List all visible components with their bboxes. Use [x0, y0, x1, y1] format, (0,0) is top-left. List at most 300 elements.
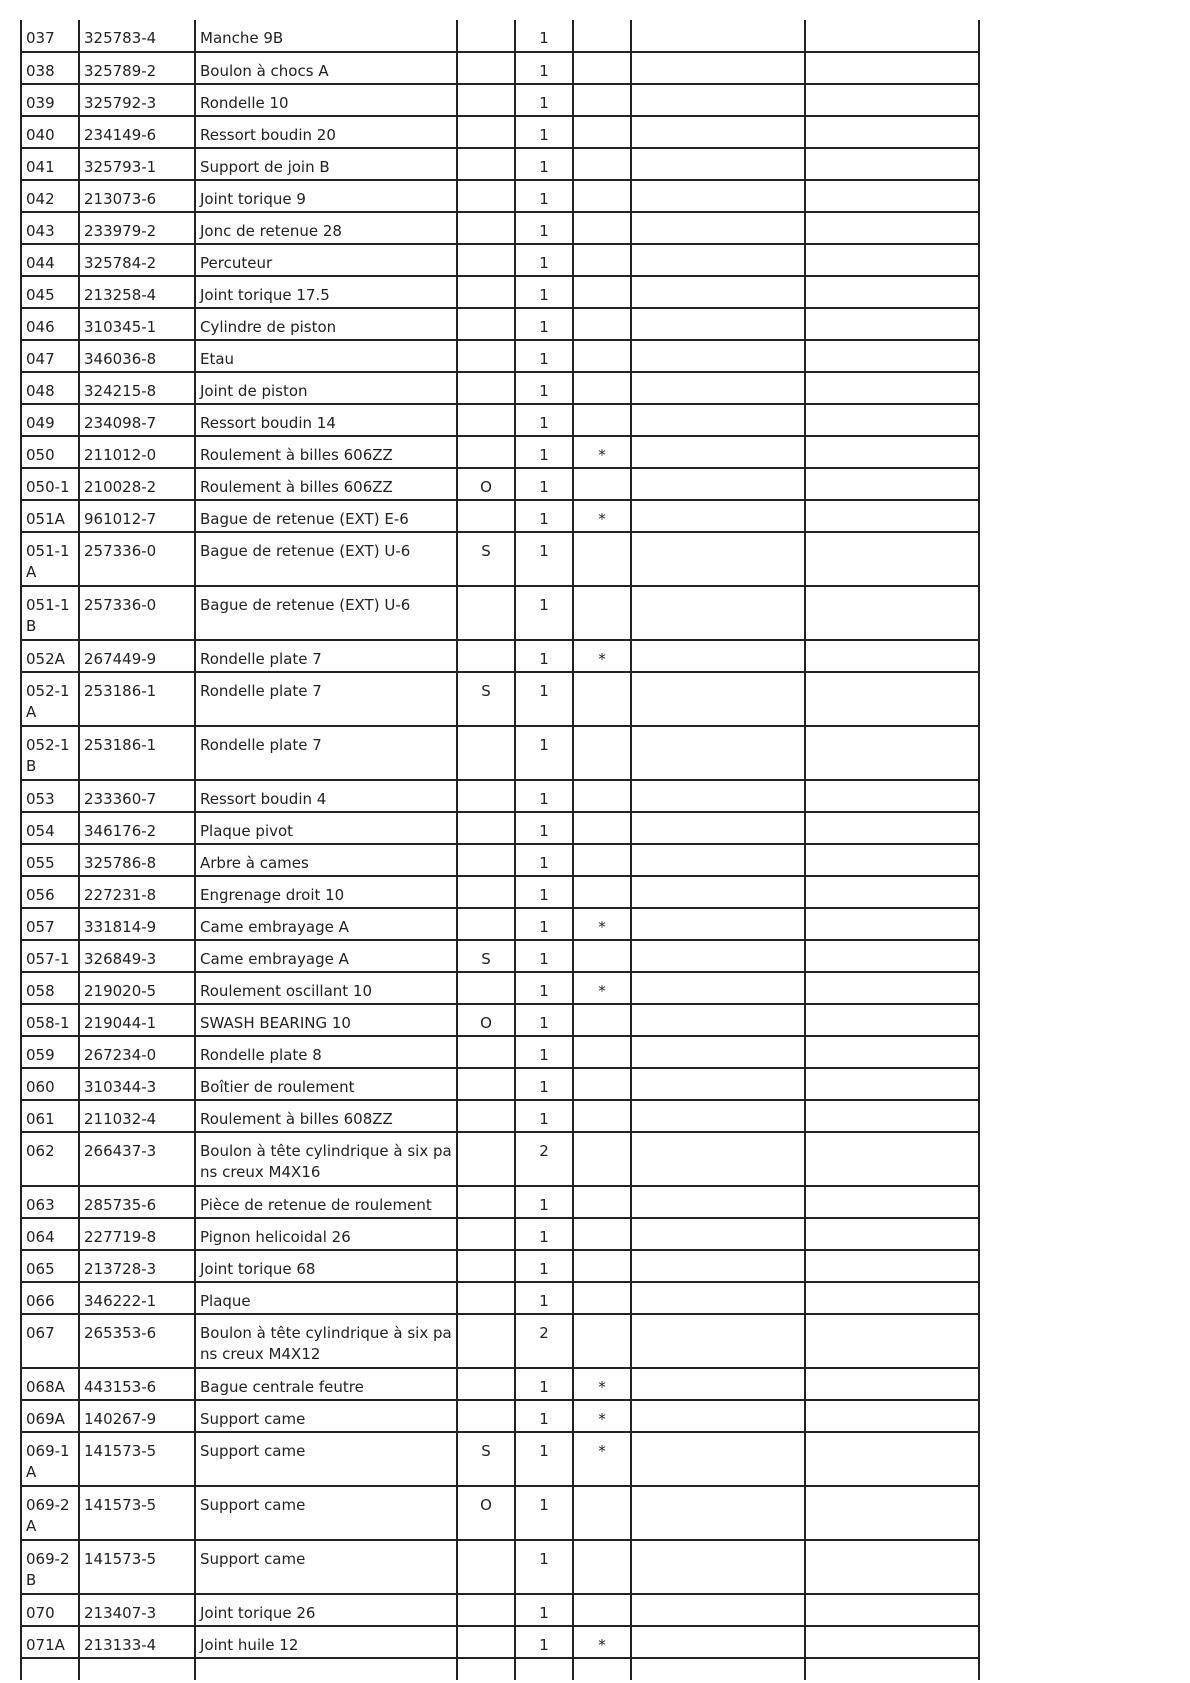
part-description: Bague de retenue (EXT) E-6 [195, 500, 457, 532]
item-number: 052A [21, 640, 79, 672]
table-row [21, 1100, 979, 1132]
note-mark [573, 1540, 631, 1594]
quantity: 1 [515, 468, 573, 500]
item-number: 057 [21, 908, 79, 940]
item-number: 059 [21, 1036, 79, 1068]
quantity: 1 [515, 1004, 573, 1036]
quantity: 1 [515, 908, 573, 940]
blank-cell [805, 1314, 979, 1368]
table-row [21, 1594, 979, 1626]
quantity: 1 [515, 116, 573, 148]
part-description: Support de join B [195, 148, 457, 180]
blank-cell [515, 1658, 573, 1680]
part-description: Ressort boudin 14 [195, 404, 457, 436]
variant-symbol [457, 148, 515, 180]
table-row [21, 1186, 979, 1218]
note-mark [573, 180, 631, 212]
part-number: 325789-2 [79, 52, 195, 84]
note-mark [573, 1218, 631, 1250]
item-number: 066 [21, 1282, 79, 1314]
blank-cell [631, 372, 805, 404]
quantity: 1 [515, 1186, 573, 1218]
quantity: 1 [515, 672, 573, 726]
blank-cell [805, 244, 979, 276]
part-number: 213728-3 [79, 1250, 195, 1282]
blank-cell [805, 940, 979, 972]
part-description: SWASH BEARING 10 [195, 1004, 457, 1036]
part-description: Joint torique 68 [195, 1250, 457, 1282]
table-row [21, 52, 979, 84]
item-number: 062 [21, 1132, 79, 1186]
variant-symbol [457, 372, 515, 404]
variant-symbol [457, 1594, 515, 1626]
blank-cell [805, 1626, 979, 1658]
blank-cell [631, 972, 805, 1004]
item-number: 039 [21, 84, 79, 116]
table-row [21, 1132, 979, 1186]
blank-cell [805, 148, 979, 180]
blank-cell [631, 212, 805, 244]
quantity: 1 [515, 1036, 573, 1068]
variant-symbol [457, 726, 515, 780]
blank-cell [805, 586, 979, 640]
part-description: Boulon à chocs A [195, 52, 457, 84]
table-row [21, 308, 979, 340]
item-number: 053 [21, 780, 79, 812]
blank-cell [631, 1486, 805, 1540]
quantity: 1 [515, 340, 573, 372]
part-number: 265353-6 [79, 1314, 195, 1368]
blank-cell [631, 1282, 805, 1314]
item-number: 052-1B [21, 726, 79, 780]
note-mark: * [573, 436, 631, 468]
note-mark [573, 812, 631, 844]
variant-symbol [457, 84, 515, 116]
part-description: Boulon à tête cylindrique à six pans creux M4X16 [195, 1132, 457, 1186]
part-description: Roulement à billes 606ZZ [195, 436, 457, 468]
table-row [21, 276, 979, 308]
quantity: 1 [515, 212, 573, 244]
blank-cell [805, 1186, 979, 1218]
blank-cell [631, 436, 805, 468]
variant-symbol [457, 1400, 515, 1432]
blank-cell [805, 84, 979, 116]
part-description: Joint torique 26 [195, 1594, 457, 1626]
item-number: 069-1A [21, 1432, 79, 1486]
blank-cell [631, 640, 805, 672]
variant-symbol [457, 1132, 515, 1186]
note-mark [573, 1250, 631, 1282]
part-description: Ressort boudin 20 [195, 116, 457, 148]
part-number: 141573-5 [79, 1540, 195, 1594]
table-row [21, 244, 979, 276]
part-number: 227231-8 [79, 876, 195, 908]
quantity: 1 [515, 1594, 573, 1626]
note-mark [573, 940, 631, 972]
note-mark [573, 532, 631, 586]
part-description: Engrenage droit 10 [195, 876, 457, 908]
quantity: 1 [515, 812, 573, 844]
part-number: 213407-3 [79, 1594, 195, 1626]
part-number: 233979-2 [79, 212, 195, 244]
variant-symbol [457, 1218, 515, 1250]
blank-cell [631, 1658, 805, 1680]
quantity: 1 [515, 532, 573, 586]
quantity: 1 [515, 148, 573, 180]
table-row [21, 1004, 979, 1036]
item-number: 044 [21, 244, 79, 276]
table-row [21, 1314, 979, 1368]
blank-cell [631, 1540, 805, 1594]
blank-cell [805, 180, 979, 212]
variant-symbol [457, 780, 515, 812]
quantity: 1 [515, 276, 573, 308]
blank-cell [79, 1658, 195, 1680]
blank-cell [631, 672, 805, 726]
item-number: 038 [21, 52, 79, 84]
table-row [21, 1282, 979, 1314]
note-mark [573, 148, 631, 180]
part-number: 213258-4 [79, 276, 195, 308]
blank-cell [805, 500, 979, 532]
blank-cell [631, 180, 805, 212]
table-row [21, 340, 979, 372]
item-number: 048 [21, 372, 79, 404]
part-description: Support came [195, 1486, 457, 1540]
table-row [21, 436, 979, 468]
variant-symbol: O [457, 468, 515, 500]
part-description: Pièce de retenue de roulement [195, 1186, 457, 1218]
blank-cell [631, 1368, 805, 1400]
variant-symbol [457, 1626, 515, 1658]
variant-symbol: S [457, 532, 515, 586]
note-mark: * [573, 908, 631, 940]
note-mark [573, 1594, 631, 1626]
part-description: Manche 9B [195, 20, 457, 52]
blank-cell [631, 586, 805, 640]
part-description: Boulon à tête cylindrique à six pans creux M4X12 [195, 1314, 457, 1368]
variant-symbol [457, 340, 515, 372]
item-number: 045 [21, 276, 79, 308]
part-number: 227719-8 [79, 1218, 195, 1250]
part-number: 253186-1 [79, 726, 195, 780]
part-number: 285735-6 [79, 1186, 195, 1218]
quantity: 1 [515, 1540, 573, 1594]
quantity: 1 [515, 780, 573, 812]
variant-symbol [457, 876, 515, 908]
variant-symbol [457, 1540, 515, 1594]
note-mark [573, 1314, 631, 1368]
table-row [21, 1068, 979, 1100]
item-number: 064 [21, 1218, 79, 1250]
table-row [21, 500, 979, 532]
quantity: 1 [515, 372, 573, 404]
quantity: 1 [515, 20, 573, 52]
variant-symbol [457, 436, 515, 468]
table-row [21, 672, 979, 726]
note-mark [573, 340, 631, 372]
blank-cell [631, 844, 805, 876]
part-description: Rondelle plate 7 [195, 726, 457, 780]
blank-cell [805, 1100, 979, 1132]
item-number: 063 [21, 1186, 79, 1218]
note-mark: * [573, 1626, 631, 1658]
blank-cell [21, 1658, 79, 1680]
blank-cell [631, 908, 805, 940]
blank-cell [805, 726, 979, 780]
item-number: 051-1B [21, 586, 79, 640]
blank-cell [805, 468, 979, 500]
item-number: 068A [21, 1368, 79, 1400]
part-number: 141573-5 [79, 1486, 195, 1540]
blank-cell [805, 340, 979, 372]
blank-cell [631, 20, 805, 52]
part-description: Arbre à cames [195, 844, 457, 876]
blank-cell [805, 972, 979, 1004]
table-row [21, 532, 979, 586]
note-mark [573, 780, 631, 812]
table-row [21, 1218, 979, 1250]
variant-symbol [457, 1068, 515, 1100]
blank-cell [805, 308, 979, 340]
table-row [21, 1036, 979, 1068]
variant-symbol [457, 1368, 515, 1400]
part-number: 257336-0 [79, 532, 195, 586]
blank-cell [631, 1626, 805, 1658]
part-description: Joint de piston [195, 372, 457, 404]
quantity: 1 [515, 586, 573, 640]
table-row [21, 404, 979, 436]
item-number: 037 [21, 20, 79, 52]
part-description: Roulement à billes 608ZZ [195, 1100, 457, 1132]
table-row [21, 84, 979, 116]
note-mark [573, 20, 631, 52]
part-number: 213073-6 [79, 180, 195, 212]
blank-cell [631, 1068, 805, 1100]
quantity: 1 [515, 640, 573, 672]
part-description: Support came [195, 1432, 457, 1486]
note-mark [573, 1132, 631, 1186]
blank-cell [631, 276, 805, 308]
item-number: 067 [21, 1314, 79, 1368]
part-description: Support came [195, 1400, 457, 1432]
quantity: 1 [515, 1626, 573, 1658]
part-number: 234149-6 [79, 116, 195, 148]
quantity: 1 [515, 940, 573, 972]
blank-cell [805, 1368, 979, 1400]
note-mark [573, 212, 631, 244]
note-mark: * [573, 1368, 631, 1400]
quantity: 1 [515, 52, 573, 84]
quantity: 1 [515, 726, 573, 780]
item-number: 040 [21, 116, 79, 148]
blank-cell [805, 1282, 979, 1314]
part-description: Roulement oscillant 10 [195, 972, 457, 1004]
item-number: 069A [21, 1400, 79, 1432]
part-number: 219044-1 [79, 1004, 195, 1036]
quantity: 1 [515, 1282, 573, 1314]
blank-cell [631, 52, 805, 84]
table-row [21, 1540, 979, 1594]
variant-symbol [457, 52, 515, 84]
part-number: 257336-0 [79, 586, 195, 640]
item-number: 049 [21, 404, 79, 436]
variant-symbol [457, 276, 515, 308]
quantity: 1 [515, 180, 573, 212]
blank-cell [805, 372, 979, 404]
note-mark: * [573, 972, 631, 1004]
part-number: 211012-0 [79, 436, 195, 468]
table-row [21, 1432, 979, 1486]
blank-cell [805, 844, 979, 876]
item-number: 069-2A [21, 1486, 79, 1540]
table-row [21, 20, 979, 52]
note-mark [573, 1100, 631, 1132]
blank-cell [805, 1004, 979, 1036]
part-description: Joint torique 17.5 [195, 276, 457, 308]
item-number: 069-2B [21, 1540, 79, 1594]
note-mark [573, 116, 631, 148]
table-row [21, 876, 979, 908]
variant-symbol [457, 308, 515, 340]
table-row [21, 212, 979, 244]
quantity: 1 [515, 436, 573, 468]
variant-symbol [457, 640, 515, 672]
variant-symbol: O [457, 1004, 515, 1036]
table-row [21, 726, 979, 780]
quantity: 2 [515, 1314, 573, 1368]
variant-symbol: S [457, 672, 515, 726]
blank-cell [805, 532, 979, 586]
part-description: Percuteur [195, 244, 457, 276]
variant-symbol [457, 1282, 515, 1314]
blank-cell [805, 672, 979, 726]
part-number: 310345-1 [79, 308, 195, 340]
item-number: 071A [21, 1626, 79, 1658]
blank-cell [631, 1186, 805, 1218]
variant-symbol [457, 1314, 515, 1368]
note-mark [573, 52, 631, 84]
item-number: 043 [21, 212, 79, 244]
note-mark [573, 84, 631, 116]
item-number: 061 [21, 1100, 79, 1132]
item-number: 051A [21, 500, 79, 532]
variant-symbol [457, 116, 515, 148]
note-mark [573, 1068, 631, 1100]
part-description: Plaque [195, 1282, 457, 1314]
part-description: Bague de retenue (EXT) U-6 [195, 586, 457, 640]
part-number: 267234-0 [79, 1036, 195, 1068]
item-number: 052-1A [21, 672, 79, 726]
part-description: Ressort boudin 4 [195, 780, 457, 812]
blank-cell [805, 876, 979, 908]
blank-cell [631, 1314, 805, 1368]
blank-cell [805, 640, 979, 672]
parts-table [20, 20, 980, 1680]
table-row [21, 972, 979, 1004]
note-mark [573, 244, 631, 276]
note-mark [573, 308, 631, 340]
blank-cell [631, 116, 805, 148]
blank-cell [631, 468, 805, 500]
quantity: 1 [515, 404, 573, 436]
blank-cell [805, 780, 979, 812]
note-mark: * [573, 640, 631, 672]
item-number: 046 [21, 308, 79, 340]
blank-cell [805, 812, 979, 844]
note-mark [573, 276, 631, 308]
blank-cell [631, 1100, 805, 1132]
note-mark [573, 1282, 631, 1314]
part-description: Pignon helicoidal 26 [195, 1218, 457, 1250]
quantity: 1 [515, 844, 573, 876]
part-description: Roulement à billes 606ZZ [195, 468, 457, 500]
item-number: 047 [21, 340, 79, 372]
blank-cell [805, 52, 979, 84]
blank-cell [805, 1594, 979, 1626]
part-number: 325783-4 [79, 20, 195, 52]
note-mark [573, 672, 631, 726]
table-row [21, 468, 979, 500]
item-number: 060 [21, 1068, 79, 1100]
table-row [21, 1486, 979, 1540]
note-mark [573, 586, 631, 640]
note-mark [573, 468, 631, 500]
part-number: 233360-7 [79, 780, 195, 812]
item-number: 051-1A [21, 532, 79, 586]
item-number: 055 [21, 844, 79, 876]
quantity: 1 [515, 1250, 573, 1282]
item-number: 070 [21, 1594, 79, 1626]
blank-cell [631, 340, 805, 372]
item-number: 057-1 [21, 940, 79, 972]
part-description: Support came [195, 1540, 457, 1594]
blank-cell [631, 84, 805, 116]
quantity: 1 [515, 84, 573, 116]
item-number: 050-1 [21, 468, 79, 500]
variant-symbol: S [457, 1432, 515, 1486]
note-mark [573, 876, 631, 908]
quantity: 1 [515, 244, 573, 276]
variant-symbol [457, 20, 515, 52]
table-row [21, 1368, 979, 1400]
part-number: 140267-9 [79, 1400, 195, 1432]
variant-symbol [457, 244, 515, 276]
part-number: 310344-3 [79, 1068, 195, 1100]
part-number: 331814-9 [79, 908, 195, 940]
table-row [21, 844, 979, 876]
blank-cell [631, 1594, 805, 1626]
part-number: 346176-2 [79, 812, 195, 844]
part-number: 325786-8 [79, 844, 195, 876]
part-description: Cylindre de piston [195, 308, 457, 340]
quantity: 1 [515, 972, 573, 1004]
part-description: Joint huile 12 [195, 1626, 457, 1658]
variant-symbol [457, 180, 515, 212]
table-row [21, 148, 979, 180]
variant-symbol [457, 1186, 515, 1218]
blank-cell [631, 940, 805, 972]
blank-cell [631, 308, 805, 340]
blank-cell [805, 1250, 979, 1282]
blank-cell [805, 1132, 979, 1186]
item-number: 056 [21, 876, 79, 908]
parts-list-page [20, 20, 978, 1680]
item-number: 065 [21, 1250, 79, 1282]
part-number: 325784-2 [79, 244, 195, 276]
quantity: 1 [515, 876, 573, 908]
parts-table-body [21, 20, 979, 1680]
